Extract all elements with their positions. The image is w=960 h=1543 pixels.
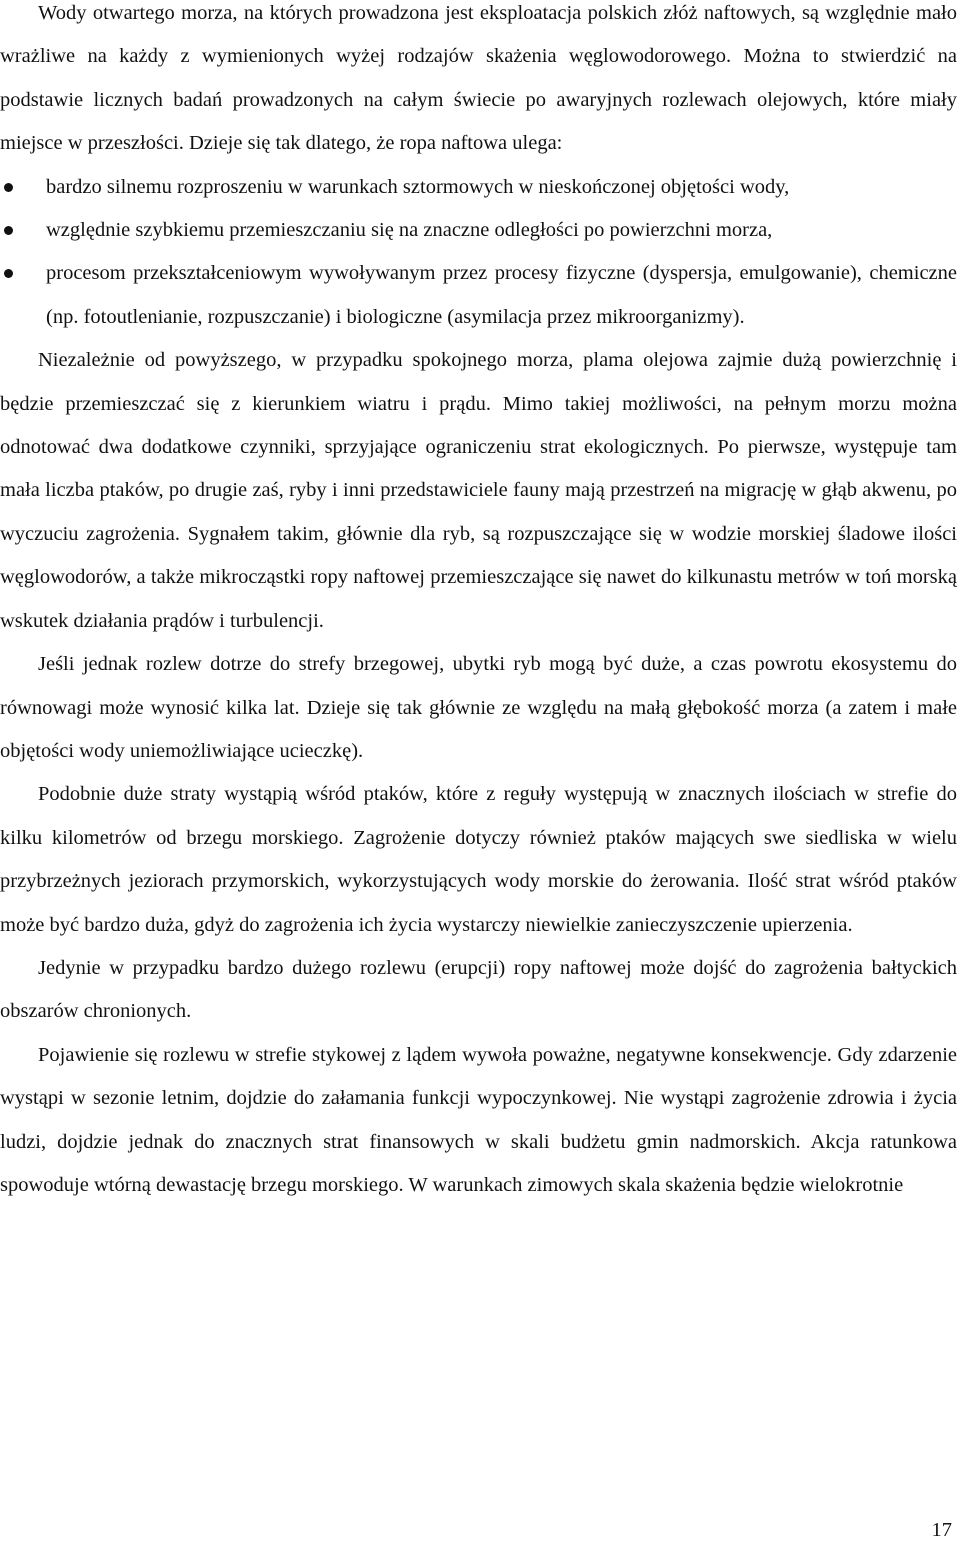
- paragraph-protected-areas: Jedynie w przypadku bardzo dużego rozlewu (erupcji) ropy naftowej może dojść do zagrożenia bałtyckich obszarów chronionych.: [0, 956, 957, 1023]
- bullet-item-transformation: [0, 252, 957, 339]
- page-number: 17: [931, 1519, 952, 1541]
- bullet-text: względnie szybkiemu przemieszczaniu się na znaczne odległości po powierzchni morza,: [46, 219, 773, 242]
- bullet-item-movement: [0, 209, 957, 252]
- intro-paragraph: Wody otwartego morza, na których prowadzona jest eksploatacja polskich złóż naftowych, są względnie mało wrażliwe na każdy z wymienionych wyżej rodzajów skażenia węglowodorowego. Można to stwierdzić na podstawie licznych badań prowadzonych na całym świecie po awaryjnych rozlewach olejowych, które miały miejsce w przeszłości. Dzieje się tak dlatego, że ropa naftowa ulega:: [0, 2, 957, 155]
- bullet-item-dispersion: [0, 166, 957, 209]
- bullet-text: bardzo silnemu rozproszeniu w warunkach sztormowych w nieskończonej objętości wody,: [46, 175, 790, 198]
- bullet-list: [0, 166, 957, 340]
- paragraph-coastal-zone: Jeśli jednak rozlew dotrze do strefy brzegowej, ubytki ryb mogą być duże, a czas powrotu ekosystemu do równowagi może wynosić kilka lat. Dzieje się tak głównie ze względu na małą głębokość morza (a zatem i małe objętości wody uniemożliwiające ucieczkę).: [0, 653, 957, 762]
- paragraph-land-contact: Pojawienie się rozlewu w strefie stykowej z lądem wywoła poważne, negatywne konsekwencje. Gdy zdarzenie wystąpi w sezonie letnim, dojdzie do załamania funkcji wypoczynkowej. Nie wystąpi zagrożenie zdrowia i życia ludzi, dojdzie jednak do znacznych strat finansowych w skali budżetu gmin nadmorskich. Akcja ratunkowa spowoduje wtórną dewastację brzegu morskiego. W warunkach zimowych skala skażenia będzie wielokrotnie: [0, 1043, 957, 1196]
- bullet-text: procesom przekształceniowym wywoływanym przez procesy fizyczne (dyspersja, emulgowanie), chemiczne (np. fotoutlenianie, rozpuszczanie) i biologiczne (asymilacja przez mikroorganizmy).: [46, 262, 957, 328]
- paragraph-calm-sea: Niezależnie od powyższego, w przypadku spokojnego morza, plama olejowa zajmie dużą powierzchnię i będzie przemieszczać się z kierunkiem wiatru i prądu. Mimo takiej możliwości, na pełnym morzu można odnotować dwa dodatkowe czynniki, sprzyjające ograniczeniu strat ekologicznych. Po pierwsze, występuje tam mała liczba ptaków, po drugie zaś, ryby i inni przedstawiciele fauny mają przestrzeń na migrację w głąb akwenu, po wyczuciu zagrożenia. Sygnałem takim, głównie dla ryb, są rozpuszczające się w wodzie morskiej śladowe ilości węglowodorów, a także mikrocząstki ropy naftowej przemieszczające się nawet do kilkunastu metrów w toń morską wskutek działania prądów i turbulencji.: [0, 349, 957, 632]
- bullet-icon: [4, 183, 13, 192]
- bullet-icon: [4, 269, 13, 278]
- paragraph-birds: Podobnie duże straty wystąpią wśród ptaków, które z reguły występują w znacznych ilościach w strefie do kilku kilometrów od brzegu morskiego. Zagrożenie dotyczy również ptaków mających swe siedliska w wielu przybrzeżnych jeziorach przymorskich, wykorzystujących wody morskie do żerowania. Ilość strat wśród ptaków może być bardzo duża, gdyż do zagrożenia ich życia wystarczy niewielkie zanieczyszczenie upierzenia.: [0, 783, 957, 936]
- bullet-icon: [4, 226, 13, 235]
